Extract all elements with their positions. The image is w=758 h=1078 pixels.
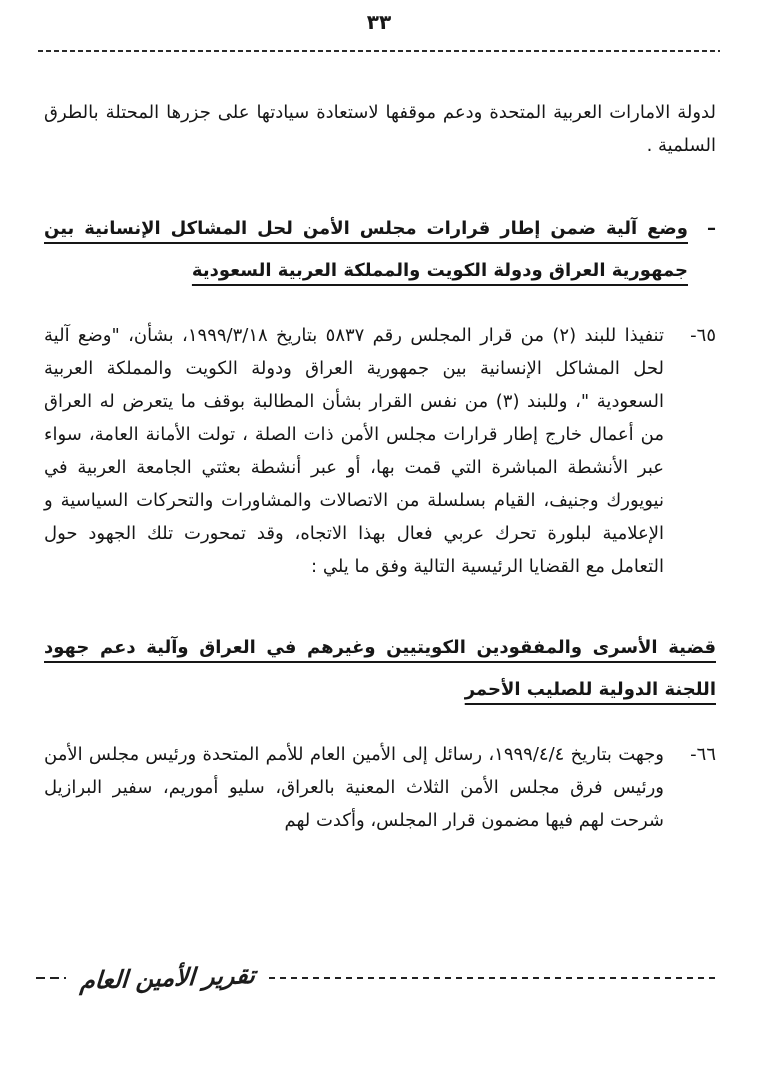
section-heading-2 (44, 627, 716, 711)
footer-dash-line (269, 977, 718, 979)
list-item-65 (44, 319, 716, 583)
page-footer (36, 960, 718, 996)
section-heading-1-text: وضع آلية ضمن إطار قرارات مجلس الأمن لحل المشاكل الإنسانية بين جمهورية العراق ودولة الكويت والمملكة العربية السعودية (44, 218, 688, 281)
item-66-number: ٦٦- (690, 744, 716, 765)
section-heading-2-text: قضية الأسرى والمفقودين الكويتيين وغيرهم في العراق وآلية دعم جهود اللجنة الدولية للصليب الأحمر (44, 637, 716, 700)
intro-paragraph: لدولة الامارات العربية المتحدة ودعم موقفها لاستعادة سيادتها على جزرها المحتلة بالطرق السلمية . (44, 102, 716, 156)
signature-text: تقرير الأمين العام (79, 960, 257, 996)
document-body (0, 96, 758, 837)
list-item-66 (44, 738, 716, 837)
item-65-number: ٦٥- (690, 325, 716, 346)
section-heading-1 (44, 208, 716, 292)
footer-dash-left (36, 977, 66, 979)
heading-dash: – (707, 218, 716, 239)
item-65-text: تنفيذا للبند (٢) من قرار المجلس رقم ٥٨٣٧ بتاريخ ١٩٩٩/٣/١٨، بشأن، "وضع آلية لحل المشاكل الإنسانية بين جمهورية العراق ودولة الكويت والمملكة العربية السعودية "، وللبند (٣) من نفس القرار بشأن المطالبة بوقف ما يتعرض له العراق من أعمال خارج إطار قرارات مجلس الأمن ذات الصلة ، تولت الأمانة العامة، سواء عبر الأنشطة المباشرة التي قمت بها، أو عبر أنشطة بعثتي الجامعة العربية في نيويورك وجنيف، القيام بسلسلة من الاتصالات والمشاورات والتحركات السياسية و الإعلامية لبلورة تحرك عربي فعال بهذا الاتجاه، وقد تمحورت تلك الجهود حول التعامل مع القضايا الرئيسية التالية وفق ما يلي : (44, 325, 664, 577)
page-number: ٣٣ (366, 10, 392, 34)
header-rule (38, 50, 720, 52)
item-66-text: وجهت بتاريخ ١٩٩٩/٤/٤، رسائل إلى الأمين العام للأمم المتحدة ورئيس مجلس الأمن ورئيس فرق مجلس الأمن الثلاث المعنية بالعراق، سليو أموريم، سفير البرازيل شرحت لهم فيها مضمون قرار المجلس، وأكدت لهم (44, 744, 664, 831)
